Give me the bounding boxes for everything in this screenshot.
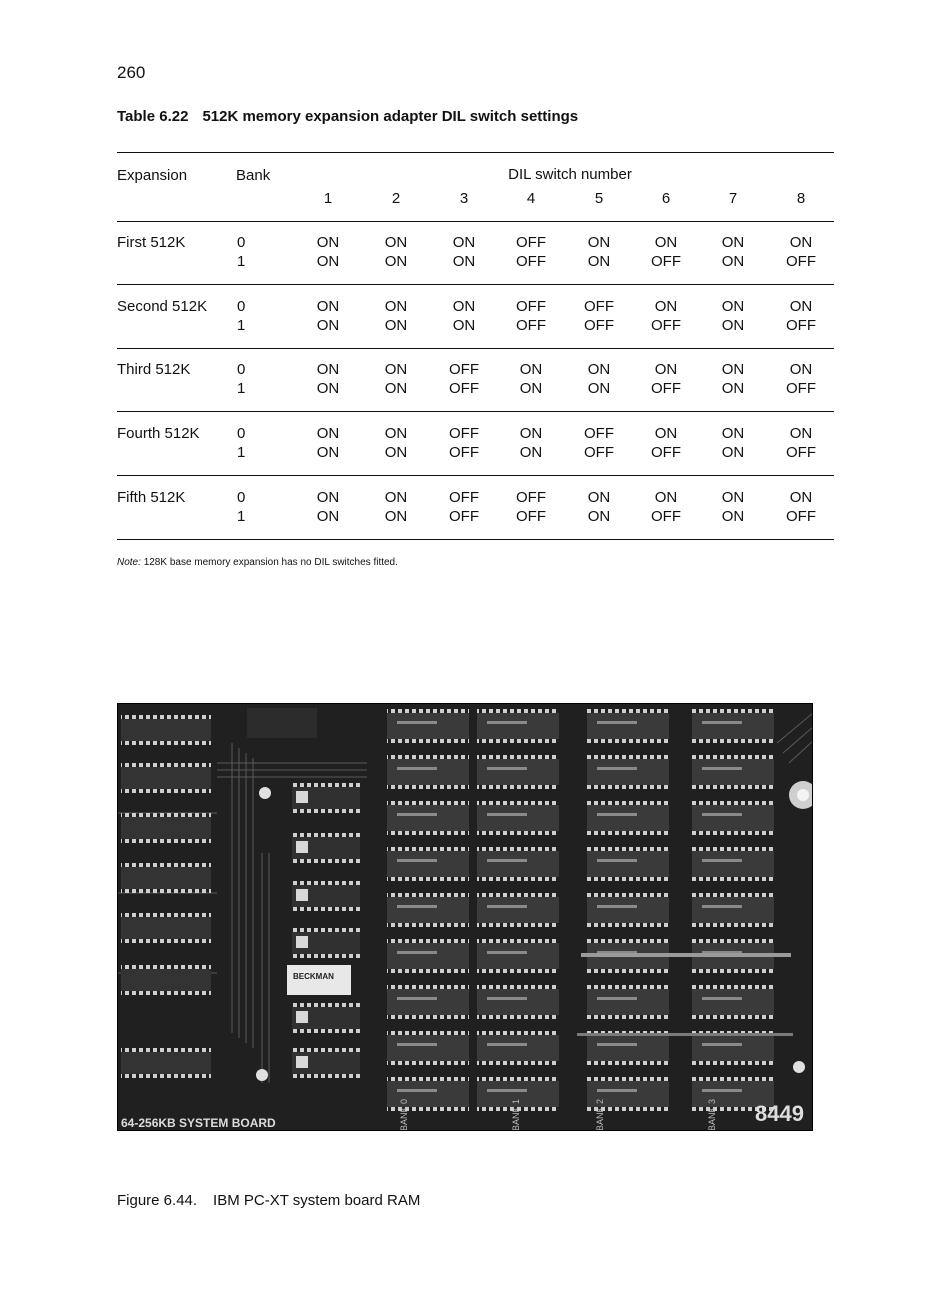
switch-setting: ON <box>384 316 408 334</box>
switch-setting: ON <box>654 488 678 506</box>
board-label: 64-256KB SYSTEM BOARD <box>121 1116 276 1130</box>
switch-setting: ON <box>789 361 813 379</box>
switch-setting: ON <box>721 316 745 334</box>
switch-setting: ON <box>587 234 611 251</box>
switch-setting: OFF <box>786 253 816 270</box>
bank-label-3: BANK 3 <box>707 1098 717 1131</box>
table-rule <box>117 411 834 412</box>
header-expansion: Expansion <box>117 167 188 184</box>
switch-setting: OFF <box>516 234 546 251</box>
header-switch-7: 7 <box>728 190 738 207</box>
header-switch-5: 5 <box>594 190 604 207</box>
switch-setting: OFF <box>516 297 546 315</box>
bank-label-0: BANK 0 <box>399 1098 409 1131</box>
switch-setting: ON <box>721 507 745 525</box>
switch-setting: OFF <box>651 444 681 462</box>
switch-setting: OFF <box>516 507 546 525</box>
switch-setting: ON <box>519 444 543 462</box>
switch-setting: OFF <box>449 444 479 462</box>
switch-setting: ON <box>587 361 611 379</box>
switch-setting: ON <box>519 361 543 379</box>
switch-setting: ON <box>789 234 813 251</box>
switch-setting: OFF <box>786 444 816 462</box>
header-switch-8: 8 <box>796 190 806 207</box>
switch-setting: ON <box>384 425 408 443</box>
table-rule <box>117 221 834 222</box>
switch-setting: ON <box>452 234 476 251</box>
switch-setting: OFF <box>584 297 614 315</box>
table-rule <box>117 475 834 476</box>
switch-setting: OFF <box>786 316 816 334</box>
switch-setting: OFF <box>449 380 479 398</box>
bank-value: 0 <box>237 361 246 379</box>
header-switch-2: 2 <box>391 190 401 207</box>
switch-setting: OFF <box>449 361 479 379</box>
table-rule <box>117 348 834 349</box>
header-dil-switch-number: DIL switch number <box>508 166 632 183</box>
switch-setting: OFF <box>651 253 681 270</box>
bank-value: 1 <box>237 380 246 398</box>
group-name: Fifth 512K <box>117 488 186 506</box>
figure-label: Figure 6.44. <box>117 1192 198 1209</box>
bank-label-1: BANK 1 <box>511 1098 521 1131</box>
switch-setting: OFF <box>516 316 546 334</box>
switch-setting: ON <box>654 297 678 315</box>
switch-setting: ON <box>384 361 408 379</box>
switch-setting: OFF <box>651 316 681 334</box>
switch-setting: ON <box>316 444 340 462</box>
switch-setting: ON <box>587 507 611 525</box>
bank-value: 0 <box>237 488 246 506</box>
switch-setting: OFF <box>651 380 681 398</box>
switch-setting: ON <box>789 488 813 506</box>
switch-setting: ON <box>316 380 340 398</box>
switch-setting: ON <box>316 253 340 270</box>
switch-setting: ON <box>384 488 408 506</box>
table-note <box>117 557 398 568</box>
switch-setting: ON <box>721 361 745 379</box>
switch-setting: ON <box>316 507 340 525</box>
table-caption <box>117 108 578 125</box>
bank-value: 1 <box>237 507 246 525</box>
bank-value: 0 <box>237 297 246 315</box>
switch-setting: ON <box>721 253 745 270</box>
switch-setting: ON <box>721 380 745 398</box>
switch-setting: OFF <box>449 425 479 443</box>
switch-setting: ON <box>654 234 678 251</box>
group-name: Fourth 512K <box>117 425 200 443</box>
table-label: Table 6.22 <box>117 108 189 125</box>
header-switch-3: 3 <box>459 190 469 207</box>
table-rule <box>117 152 834 153</box>
bank-label-2: BANK 2 <box>595 1098 605 1131</box>
switch-setting: OFF <box>516 488 546 506</box>
switch-setting: ON <box>721 488 745 506</box>
note-prefix: Note: <box>117 557 141 568</box>
switch-setting: ON <box>587 380 611 398</box>
switch-setting: ON <box>721 444 745 462</box>
switch-setting: ON <box>452 316 476 334</box>
figure-caption <box>117 1192 420 1209</box>
bank-value: 0 <box>237 425 246 443</box>
switch-setting: ON <box>384 507 408 525</box>
group-name: Third 512K <box>117 361 191 379</box>
bank-value: 1 <box>237 316 246 334</box>
group-name: Second 512K <box>117 297 208 315</box>
switch-setting: OFF <box>584 425 614 443</box>
table-rule <box>117 284 834 285</box>
switch-setting: ON <box>654 361 678 379</box>
switch-setting: OFF <box>786 507 816 525</box>
figure-caption-text: IBM PC-XT system board RAM <box>213 1192 421 1209</box>
board-photo <box>117 703 813 1131</box>
switch-setting: ON <box>384 234 408 251</box>
switch-setting: ON <box>384 297 408 315</box>
switch-setting: OFF <box>449 488 479 506</box>
switch-setting: ON <box>316 488 340 506</box>
header-switch-6: 6 <box>661 190 671 207</box>
header-switch-4: 4 <box>526 190 536 207</box>
switch-setting: ON <box>316 361 340 379</box>
switch-setting: ON <box>587 253 611 270</box>
date-code: 8449 <box>755 1101 804 1126</box>
switch-setting: ON <box>721 425 745 443</box>
switch-setting: OFF <box>584 316 614 334</box>
switch-setting: ON <box>452 253 476 270</box>
page-number: 260 <box>117 63 146 82</box>
switch-setting: ON <box>519 380 543 398</box>
switch-setting: ON <box>316 234 340 251</box>
switch-setting: ON <box>789 425 813 443</box>
switch-setting: ON <box>789 297 813 315</box>
resistor-pack-label: BECKMAN <box>293 972 334 981</box>
switch-setting: ON <box>384 444 408 462</box>
switch-setting: ON <box>654 425 678 443</box>
table-title: 512K memory expansion adapter DIL switch settings <box>202 108 579 125</box>
switch-setting: OFF <box>786 380 816 398</box>
switch-setting: ON <box>721 234 745 251</box>
bank-value: 1 <box>237 444 246 462</box>
switch-setting: OFF <box>449 507 479 525</box>
group-name: First 512K <box>117 234 186 251</box>
switch-setting: ON <box>316 297 340 315</box>
switch-setting: ON <box>384 253 408 270</box>
header-bank: Bank <box>236 167 271 184</box>
switch-setting: ON <box>316 316 340 334</box>
header-switch-1: 1 <box>323 190 333 207</box>
switch-setting: OFF <box>516 253 546 270</box>
bank-value: 1 <box>237 253 246 270</box>
switch-setting: ON <box>384 380 408 398</box>
table-rule <box>117 539 834 540</box>
switch-setting: OFF <box>584 444 614 462</box>
note-text: 128K base memory expansion has no DIL switches fitted. <box>143 557 398 568</box>
switch-setting: ON <box>587 488 611 506</box>
switch-setting: ON <box>452 297 476 315</box>
switch-setting: ON <box>721 297 745 315</box>
bank-value: 0 <box>237 234 246 251</box>
switch-setting: ON <box>519 425 543 443</box>
switch-setting: ON <box>316 425 340 443</box>
switch-setting: OFF <box>651 507 681 525</box>
